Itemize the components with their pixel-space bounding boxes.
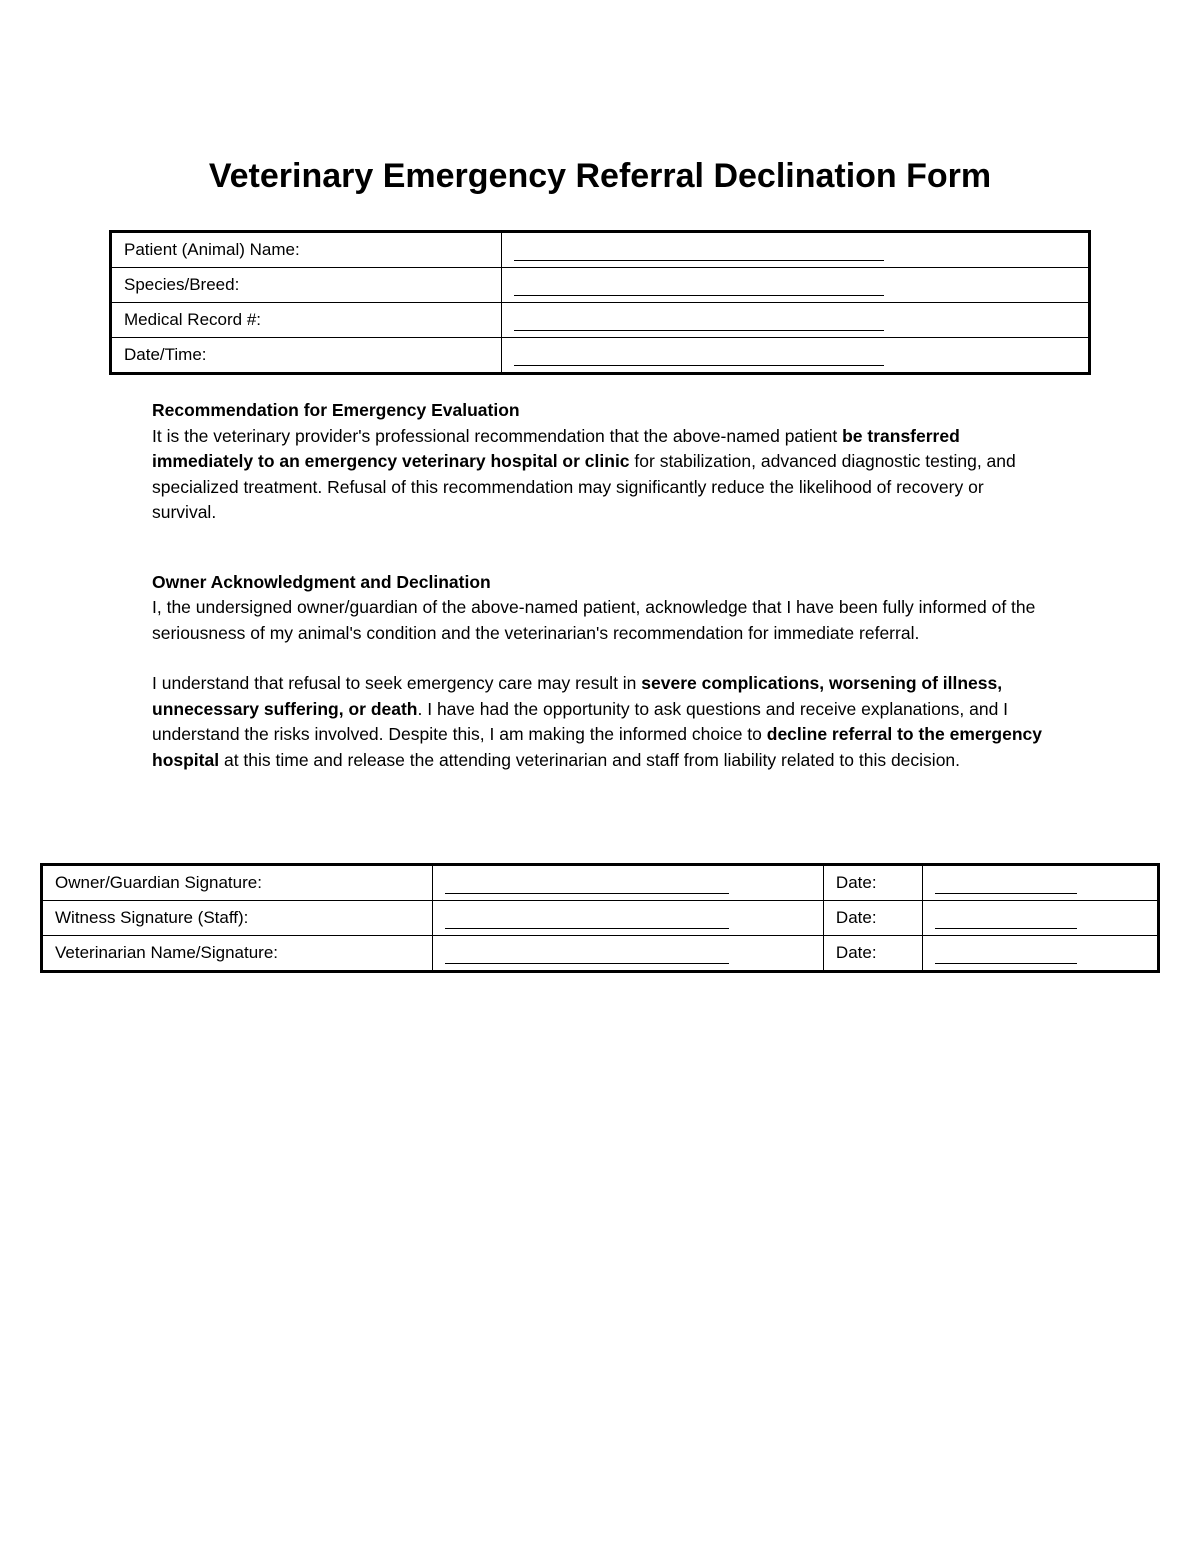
veterinarian-signature-field-cell [432, 936, 823, 972]
witness-date-field-cell [922, 901, 1158, 936]
witness-signature-label: Witness Signature (Staff): [42, 901, 433, 936]
recommendation-paragraph [152, 424, 1052, 526]
veterinarian-date-field-cell [922, 936, 1158, 972]
date-time-row [111, 338, 1090, 374]
witness-signature-field-cell [432, 901, 823, 936]
acknowledgment-heading: Owner Acknowledgment and Declination [152, 571, 491, 592]
owner-date-field-cell [922, 865, 1158, 901]
acknowledgment-paragraph-2 [152, 671, 1052, 773]
owner-signature-field-cell [432, 865, 823, 901]
witness-date-label: Date: [823, 901, 922, 936]
species-breed-label: Species/Breed: [111, 268, 502, 303]
medical-record-row [111, 303, 1090, 338]
recommendation-text-1: It is the veterinary provider's professional recommendation that the above-named patient [152, 425, 843, 446]
patient-name-label: Patient (Animal) Name: [111, 232, 502, 268]
ack-text-1: I understand that refusal to seek emergency care may result in [152, 673, 642, 693]
species-breed-row [111, 268, 1090, 303]
patient-name-field[interactable] [514, 240, 884, 261]
recommendation-text-2: for stabilization, advanced diagnostic testing, and specialized treatment. Refusal of this recommendation may significantly reduce the likelihood of recovery or survival. [152, 451, 1016, 522]
medical-record-label: Medical Record #: [111, 303, 502, 338]
date-time-field-cell [501, 338, 1090, 374]
owner-signature-label: Owner/Guardian Signature: [42, 865, 433, 901]
recommendation-emphasis: be transferred immediately to an emergency veterinary hospital or clinic [152, 425, 960, 471]
patient-info-table [109, 230, 1091, 375]
acknowledgment-paragraph-1: I, the undersigned owner/guardian of the above-named patient, acknowledge that I have been fully informed of the seriousness of my animal's condition and the veterinarian's recommendation for immediate referral. [152, 597, 1036, 643]
ack-text-2: . I have had the opportunity to ask questions and receive explanations, and I understand the risks involved. Despite this, I am making the informed choice to [152, 698, 1009, 744]
owner-signature-field[interactable] [445, 873, 729, 894]
page-title: Veterinary Emergency Referral Declination Form [208, 157, 992, 195]
veterinarian-signature-label: Veterinarian Name/Signature: [42, 936, 433, 972]
veterinarian-signature-field[interactable] [445, 943, 729, 964]
veterinarian-date-label: Date: [823, 936, 922, 972]
patient-name-row [111, 232, 1090, 268]
ack-emphasis-1: severe complications, worsening of illness, unnecessary suffering, or death [152, 673, 1003, 719]
owner-date-label: Date: [823, 865, 922, 901]
witness-signature-row [42, 901, 1159, 936]
veterinarian-signature-row [42, 936, 1159, 972]
medical-record-field[interactable] [514, 310, 884, 331]
veterinarian-date-field[interactable] [935, 943, 1077, 964]
witness-date-field[interactable] [935, 908, 1077, 929]
species-breed-field-cell [501, 268, 1090, 303]
medical-record-field-cell [501, 303, 1090, 338]
date-time-label: Date/Time: [111, 338, 502, 374]
owner-signature-row [42, 865, 1159, 901]
signature-table [40, 863, 1160, 973]
ack-text-3: at this time and release the attending veterinarian and staff from liability related to this decision. [219, 749, 961, 770]
recommendation-heading: Recommendation for Emergency Evaluation [152, 400, 520, 420]
witness-signature-field[interactable] [445, 908, 729, 929]
species-breed-field[interactable] [514, 275, 884, 296]
owner-date-field[interactable] [935, 873, 1077, 894]
form-body [152, 398, 1052, 773]
ack-emphasis-2: decline referral to the emergency hospital [152, 724, 1042, 770]
date-time-field[interactable] [514, 345, 884, 366]
patient-name-field-cell [501, 232, 1090, 268]
